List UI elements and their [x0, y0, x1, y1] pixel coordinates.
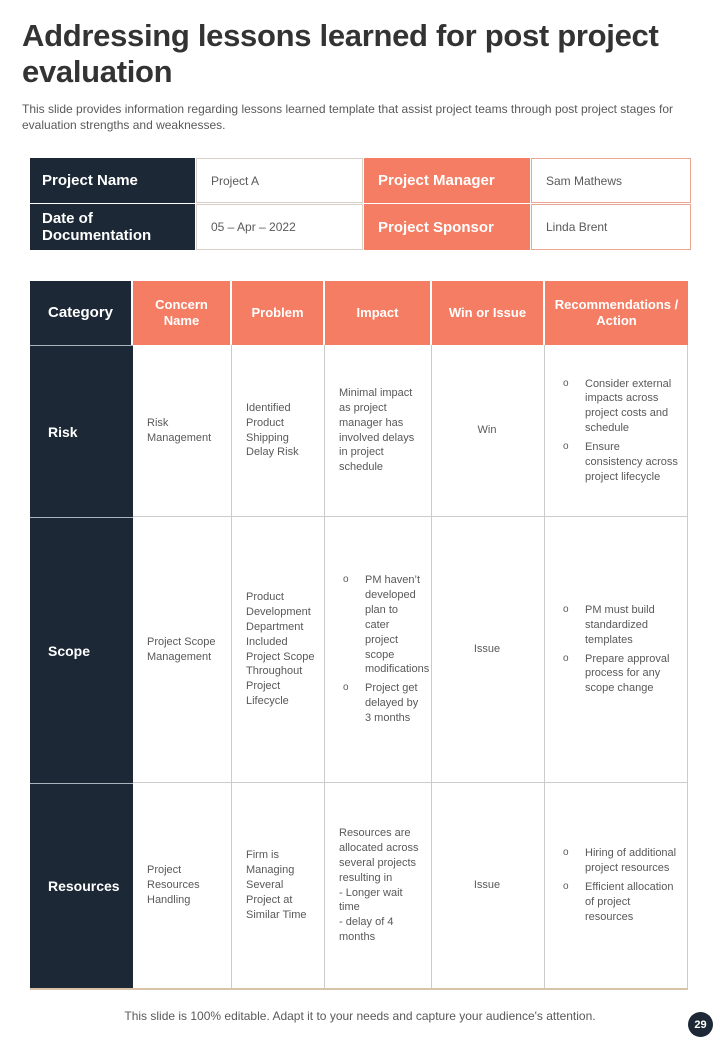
win-issue-cell: Win: [432, 345, 545, 517]
impact-cell: [325, 517, 432, 783]
recommendation-item: o PM must build standardized templates: [559, 603, 679, 648]
lessons-learned-table: [30, 281, 688, 990]
impact-cell: [325, 783, 432, 990]
win-issue-cell: Issue: [432, 783, 545, 990]
recommendation-item: o Hiring of additional project resources: [559, 846, 679, 876]
header-impact: Impact: [325, 281, 432, 345]
impact-item: o Project get delayed by 3 months: [339, 681, 423, 726]
recommendation-item: o Efficient allocation of project resources: [559, 880, 679, 925]
project-manager-label: Project Manager: [364, 158, 530, 203]
impact-dash-item: - Longer wait time: [339, 886, 423, 916]
category-cell-risk: Risk: [30, 345, 133, 517]
impact-intro: Resources are allocated across several projects resulting in: [339, 827, 419, 884]
impact-cell: Minimal impact as project manager has involved delays in project schedule: [325, 345, 432, 517]
recommendation-item: o Ensure consistency across project lifecycle: [559, 440, 679, 485]
header-concern-name: Concern Name: [133, 281, 232, 345]
header-problem: Problem: [232, 281, 325, 345]
page-subtitle: This slide provides information regarding lessons learned template that assist project teams through post project stages for evaluation strengths and weaknesses.: [22, 102, 673, 132]
win-issue-cell: Issue: [432, 517, 545, 783]
concern-cell: Project Resources Handling: [133, 783, 232, 990]
project-manager-value: Sam Mathews: [531, 158, 691, 203]
page-number-badge: 29: [688, 1012, 713, 1037]
project-name-label: Project Name: [30, 158, 195, 203]
recommendations-cell: [545, 517, 688, 783]
date-of-documentation-label: Date of Documentation: [30, 204, 195, 250]
header-recommendations: Recommendations / Action: [545, 281, 688, 345]
problem-cell: Firm is Managing Several Project at Similar Time: [232, 783, 325, 990]
impact-item: o PM haven’t developed plan to cater project scope modifications: [339, 573, 423, 677]
recommendation-item: o Prepare approval process for any scope change: [559, 652, 679, 697]
header-win-or-issue: Win or Issue: [432, 281, 545, 345]
problem-cell: Identified Product Shipping Delay Risk: [232, 345, 325, 517]
concern-cell: Project Scope Management: [133, 517, 232, 783]
project-info-table: [30, 158, 688, 250]
recommendation-item: o Consider external impacts across project costs and schedule: [559, 377, 679, 436]
recommendations-cell: [545, 345, 688, 517]
impact-dash-item: - delay of 4 months: [339, 915, 423, 945]
problem-cell: Product Development Department Included Project Scope Throughout Project Lifecycle: [232, 517, 325, 783]
page-title: Addressing lessons learned for post project evaluation: [22, 18, 659, 89]
date-of-documentation-value: 05 – Apr – 2022: [196, 204, 363, 250]
project-sponsor-value: Linda Brent: [531, 204, 691, 250]
recommendations-cell: [545, 783, 688, 990]
header-category: Category: [30, 281, 133, 345]
category-cell-resources: Resources: [30, 783, 133, 990]
project-name-value: Project A: [196, 158, 363, 203]
footer-note: This slide is 100% editable. Adapt it to your needs and capture your audience's attention.: [124, 1009, 596, 1023]
category-cell-scope: Scope: [30, 517, 133, 783]
concern-cell: Risk Management: [133, 345, 232, 517]
project-sponsor-label: Project Sponsor: [364, 204, 530, 250]
